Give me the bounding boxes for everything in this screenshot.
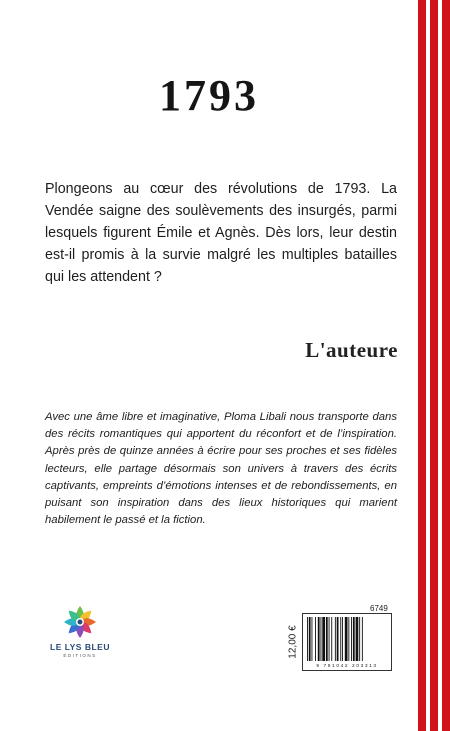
author-bio: Avec une âme libre et imaginative, Ploma Libali nous transporte dans des récits romantiques qui apportent du réconfort et de l’inspiration. Après près de quinze années à écrire pour ses proches et ses fidèles lecteurs, elle partage désormais son univers à travers des écrits captivants, empreints d’émotions intenses et de rebondissements, en puisant son inspiration dans des lieux historiques qui marient habilement le passé et la fiction. (45, 411, 397, 527)
stripe (442, 0, 450, 731)
barcode-bar (351, 617, 352, 661)
barcode-bar (307, 617, 308, 661)
stripe (418, 0, 426, 731)
barcode-bar (359, 617, 360, 661)
author-heading: L'auteure (305, 338, 398, 362)
barcode-bar (348, 617, 349, 661)
barcode-bar (318, 617, 320, 661)
barcode-bar (337, 617, 339, 661)
barcode-bar (329, 617, 330, 661)
red-side-stripes (414, 0, 450, 731)
book-title: 1793 (159, 71, 259, 120)
stripe (430, 0, 438, 731)
barcode (302, 613, 392, 671)
book-blurb: Plongeons au cœur des révolutions de 1793. La Vendée saigne des soulèvements des insurgés, parmi lesquels figurent Émile et Agnès. Dès lors, leur destin est-il promis à la survie malgré les multiples batailles qui les attendent ? (45, 181, 397, 285)
barcode-bar (309, 617, 311, 661)
price-label-wrapper (286, 613, 300, 671)
barcode-bar (353, 617, 355, 661)
product-code: 6749 (370, 604, 388, 613)
barcode-bar (331, 617, 332, 661)
barcode-bar (335, 617, 336, 661)
lotus-flower-icon (62, 605, 98, 639)
price-label: 12,00 € (287, 625, 299, 659)
barcode-bar (315, 617, 316, 661)
barcode-bar (321, 617, 322, 661)
barcode-bar (342, 617, 343, 661)
barcode-bar (340, 617, 341, 661)
publisher-name: LE LYS BLEU (50, 642, 110, 652)
isbn-digits: 9 791042 203313 (316, 664, 378, 669)
barcode-bar (362, 617, 363, 661)
barcode-bar (356, 617, 359, 661)
barcode-bar (322, 617, 325, 661)
publisher-subtitle: ÉDITIONS (63, 653, 97, 658)
barcode-bar (312, 617, 313, 661)
barcode-bars (306, 617, 388, 661)
barcode-bar (345, 617, 348, 661)
barcode-bar (326, 617, 328, 661)
publisher-logo (50, 605, 110, 658)
